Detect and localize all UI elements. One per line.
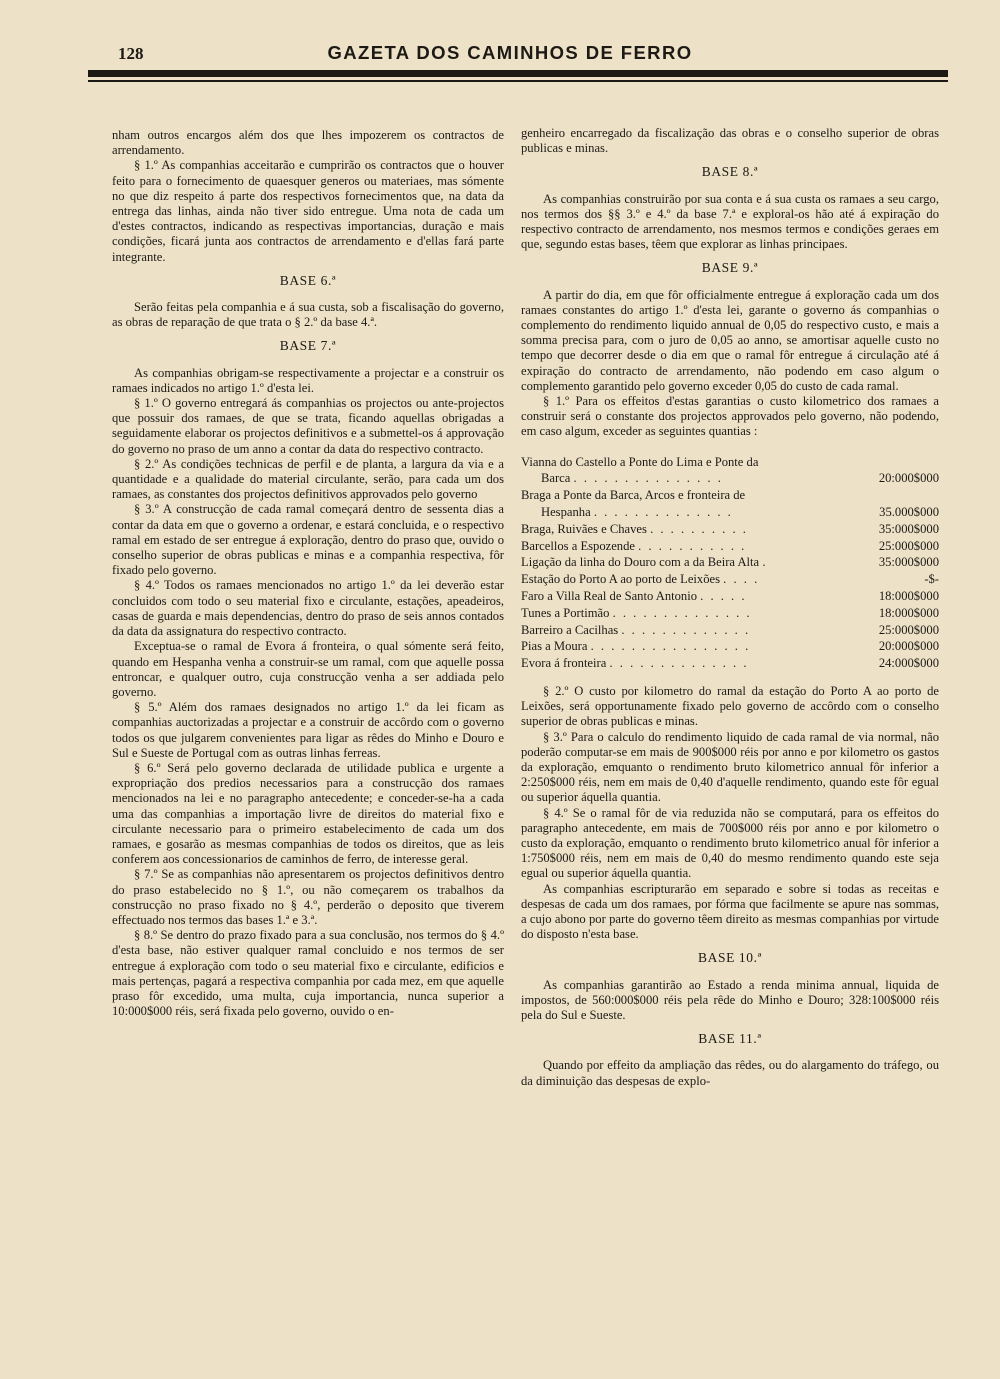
cost-value: 35:000$000	[878, 555, 939, 570]
route-line-continued: Hespanha	[541, 505, 591, 520]
leader-dots: . . . . . . . . . . . . .	[621, 622, 751, 637]
route-name	[521, 538, 857, 555]
right-column	[521, 126, 939, 1089]
cost-value: 25:000$000	[878, 538, 939, 553]
paragraph: As companhias construirão por sua conta e á sua custa os ramaes a seu cargo, nos termos dos §§ 3.º e 4.º da base 7.ª e exploral-os hão até á expiração do respectivo contracto de arrendamento, nos mesmos termos e condições geraes em que, segundo estas bases, têem que explorar as linhas principaes.	[521, 191, 939, 252]
section-heading-base-7: BASE 7.ª	[279, 338, 337, 354]
table-row	[521, 454, 939, 488]
route-line: Barreiro a Cacilhas	[521, 622, 619, 637]
route-name	[521, 588, 857, 605]
route-line: Vianna do Castello a Ponte do Lima e Ponte da	[521, 454, 759, 469]
leader-dots: .	[762, 555, 768, 570]
page-number: 128	[118, 44, 144, 63]
leader-dots: . . . . . . . . . . . . . . . .	[590, 639, 751, 654]
leader-dots: . . . . . . . . . . .	[638, 538, 747, 553]
leader-dots: . . . . . . . . . .	[650, 521, 748, 536]
cost-value: 24:000$000	[878, 656, 939, 671]
leader-dots: . . . . .	[700, 589, 747, 604]
route-name	[521, 454, 857, 488]
route-line: Braga, Ruivães e Chaves	[521, 521, 647, 536]
paragraph: § 4.º Todos os ramaes mencionados no artigo 1.º da lei deverão estar concluidos com todo o seu material fixo e circulante, estações, apeadeiros, casas de guarda e mais dependencias, dentro do praso de seis annos contados da data da assignatura do respectivo contracto.	[112, 578, 504, 639]
leader-dots: . . . . . . . . . . . . . . .	[573, 471, 723, 486]
cost-value: 18:000$000	[878, 589, 939, 604]
paragraph: § 6.º Será pelo governo declarada de utilidade publica e urgente a expropriação dos predios necessarios para a construcção dos ramaes mencionados na lei e no paragrapho antecedente; e conceder-se-ha a cada uma das companhias a importação livre de direitos do material fixo e circulante necessario para o primeiro estabelecimento de cada um dos ramaes, e gosarão as mesmas companhias de todos os direitos, que as leis conferem aos concessionarios de caminhos de ferro, de interesse geral.	[112, 760, 504, 867]
cost-value: 35:000$000	[878, 521, 939, 536]
paragraph: § 2.º O custo por kilometro do ramal da estação do Porto A ao porto de Leixões, será opportunamente fixado pelo governo de accôrdo com o conselho superior de obras publicas e minas.	[521, 684, 939, 729]
paragraph: § 5.º Além dos ramaes designados no artigo 1.º da lei ficam as companhias auctorizadas a projectar e a construir de accôrdo com o governo todos os que julgarem convenientes para ligar as rêdes do Minho e Douro e Sul e Sueste de Portugal com as outras linhas ferreas.	[112, 700, 504, 760]
left-column	[112, 128, 504, 1019]
paragraph: § 2.º As condições technicas de perfil e de planta, a largura da via e a quantidade e a qualidade do material circulante, serão, para cada um dos ramaes, as constantes dos projectos definitivos approvados pelo governo	[112, 456, 504, 502]
table-row	[521, 487, 939, 521]
table-row	[521, 521, 939, 538]
paragraph: genheiro encarregado da fiscalização das obras e o conselho superior de obras publicas e minas.	[521, 126, 939, 156]
paragraph: § 4.º Se o ramal fôr de via reduzida não se computará, para os effeitos do paragrapho antecedente, em mais de 700$000 réis por anno e por kilometro o custo da exploração, emquanto o rendimento bruto kilometrico anual fôr inferior a 1:750$000 réis, nem em mais de 0,40 do mesmo rendimento quando este seja egual ou superior áquella quantia.	[521, 805, 939, 881]
route-line: Tunes a Portimão	[521, 605, 610, 620]
paragraph: As companhias obrigam-se respectivamente a projectar e a construir os ramaes indicados no artigo 1.º d'esta lei.	[112, 365, 504, 395]
paragraph: A partir do dia, em que fôr officialmente entregue á exploração cada um dos ramaes constantes do artigo 1.º d'esta lei, garante o governo ás companhias o complemento do rendimento liquido annual de 0,05 do respectivo custo, e mais a somma precisa para, com o juro de 0,05 ao anno, se amortisar aquelle custo no tempo que decorrer desde o dia em que o ramal fôr entregue á circulação até á expiração do contracto de arrendamento, não podendo em caso algum o complemento garantido pelo governo exceder 0,05 do custo de cada ramal.	[521, 287, 939, 393]
paragraph: § 3.º Para o calculo do rendimento liquido de cada ramal de via normal, não poderão computar-se em mais de 900$000 réis por anno e por kilometro os gastos da exploração, emquanto o rendimento bruto kilometrico annual fôr inferior a 2:250$000 réis, nem em mais de 0,40 d'aquelle rendimento, quando este fôr egual ou superior áquella quantia.	[521, 729, 939, 805]
route-line: Estação do Porto A ao porto de Leixões	[521, 572, 721, 587]
route-line-2	[521, 504, 857, 521]
route-name	[521, 521, 857, 538]
paragraph: § 3.º A construcção de cada ramal começará dentro de sessenta dias a contar da data em que o governo a ordenar, e estará concluida, e o respectivo ramal em estado de ser entregue á exploração, dentro do praso que, ouvido o conselho superior de obras publicas e minas e a companhia respectiva, fôr fixado pelo governo.	[112, 502, 504, 578]
section-heading-base-6: BASE 6.ª	[279, 272, 337, 288]
route-name	[521, 605, 857, 622]
table-row	[521, 655, 939, 672]
route-name	[521, 487, 857, 521]
leader-dots: . . . . . . . . . . . . . .	[609, 656, 749, 671]
table-row	[521, 638, 939, 655]
cost-value: 35.000$000	[879, 505, 939, 520]
route-name	[521, 554, 857, 571]
paragraph: Serão feitas pela companhia e á sua custa, sob a fiscalisação do governo, as obras de reparação de que trata o § 2.º da base 4.ª.	[112, 300, 504, 330]
paragraph: As companhias escripturarão em separado e sobre si todas as receitas e despesas de cada um dos ramaes, por fórma que facilmente se apure nas sommas, a cujo abono por parte do governo têem direito as mesmas companhias por virtude do disposto n'esta base.	[521, 881, 939, 942]
paragraph: Exceptua-se o ramal de Evora á fronteira, o qual sómente será feito, quando em Hespanha venha a construir-se um ramal, com que aquelle possa entroncar, e qualquer outro, cuja construcção venha a ser addiada pelo governo.	[112, 639, 504, 699]
section-heading-base-8: BASE 8.ª	[701, 164, 759, 180]
paragraph: § 1.º As companhias acceitarão e cumprirão os contractos que o houver feito para o fornecimento de quaesquer generos ou materiaes, mas sómente no que diz respeito á parte dos respectivos fornecimentos que, na data da entrega das linhas, ainda não tiver sido entregue. Uma nota de cada um d'estes contractos, indicando as respectivas importancias, duração e mais condições, ficará junta aos contractos de arrendamento e d'ellas fará parte integrante.	[112, 158, 504, 264]
section-heading-base-9: BASE 9.ª	[701, 260, 759, 276]
table-row	[521, 605, 939, 622]
paragraph: As companhias garantirão ao Estado a renda minima annual, liquida de impostos, de 560:000$000 réis pela rêde do Minho e Douro; 328:100$000 réis pela do Sul e Sueste.	[521, 977, 939, 1023]
route-line: Braga a Ponte da Barca, Arcos e fronteira de	[521, 488, 746, 503]
route-name	[521, 655, 857, 672]
route-line: Evora á fronteira	[521, 656, 607, 671]
table-row	[521, 622, 939, 639]
leader-dots: . . . . . . . . . . . . . .	[612, 605, 752, 620]
header-rule-thick	[88, 70, 948, 77]
route-line-continued: Barca	[541, 471, 571, 486]
route-name	[521, 571, 857, 588]
cost-value: -$-	[924, 572, 939, 587]
route-name	[521, 622, 857, 639]
cost-per-km-table	[521, 454, 939, 672]
paragraph: § 1.º O governo entregará ás companhias os projectos ou ante-projectos que possuir dos ramaes, de que se trata, ficando aquellas obrigadas a seguidamente elaborar os projectos definitivos e a submettel-os á approvação do governo no praso de um anno a contar da data do respectivo contracto.	[112, 396, 504, 456]
paragraph: § 8.º Se dentro do prazo fixado para a sua conclusão, nos termos do § 4.º d'esta base, não estiver qualquer ramal concluido e nos termos de ser entregue á exploração com todo o seu material fixo e circulante, edificios e mais pertenças, pagará a respectiva companhia por cada mez, em que aquelle praso fôr excedido, uma multa, cuja importancia, nunca superior a 10:000$000 réis, será fixada pelo governo, ouvido o en-	[112, 928, 504, 1019]
leader-dots: . . . . . . . . . . . . . .	[593, 505, 733, 520]
section-heading-base-10: BASE 10.ª	[698, 950, 762, 966]
route-line-2	[521, 470, 857, 487]
cost-value: 18:000$000	[878, 605, 939, 620]
header-rule-thin	[88, 80, 948, 82]
paragraph: § 1.º Para os effeitos d'estas garantias o custo kilometrico dos ramaes a construir será o constante dos projectos approvados pelo governo, não podendo, em caso algum, exceder as seguintes quantias :	[521, 394, 939, 439]
paragraph: nham outros encargos além dos que lhes impozerem os contractos de arrendamento.	[112, 128, 504, 158]
table-row	[521, 554, 939, 571]
route-name	[521, 638, 857, 655]
table-row	[521, 571, 939, 588]
paragraph: § 7.º Se as companhias não apresentarem os projectos definitivos dentro do praso estabelecido no § 1.º, ou não começarem os trabalhos da construcção no praso fixado no § 4.º, perderão o deposito que tiverem effectuado nos termos das bases 1.ª e 3.ª.	[112, 867, 504, 927]
cost-value: 20:000$000	[878, 471, 939, 486]
route-line: Ligação da linha do Douro com a da Beira Alta	[521, 555, 760, 570]
route-line: Faro a Villa Real de Santo Antonio	[521, 589, 697, 604]
section-heading-base-11: BASE 11.ª	[698, 1031, 762, 1047]
route-line: Barcellos a Espozende	[521, 538, 635, 553]
table-row	[521, 538, 939, 555]
leader-dots: . . . .	[723, 572, 760, 587]
paragraph: Quando por effeito da ampliação das rêdes, ou do alargamento do tráfego, ou da diminuição das despesas de explo-	[521, 1058, 939, 1088]
table-row	[521, 588, 939, 605]
publication-title: GAZETA DOS CAMINHOS DE FERRO	[327, 42, 693, 63]
cost-value: 25:000$000	[878, 622, 939, 637]
route-line: Pias a Moura	[521, 639, 588, 654]
cost-value: 20:000$000	[878, 639, 939, 654]
